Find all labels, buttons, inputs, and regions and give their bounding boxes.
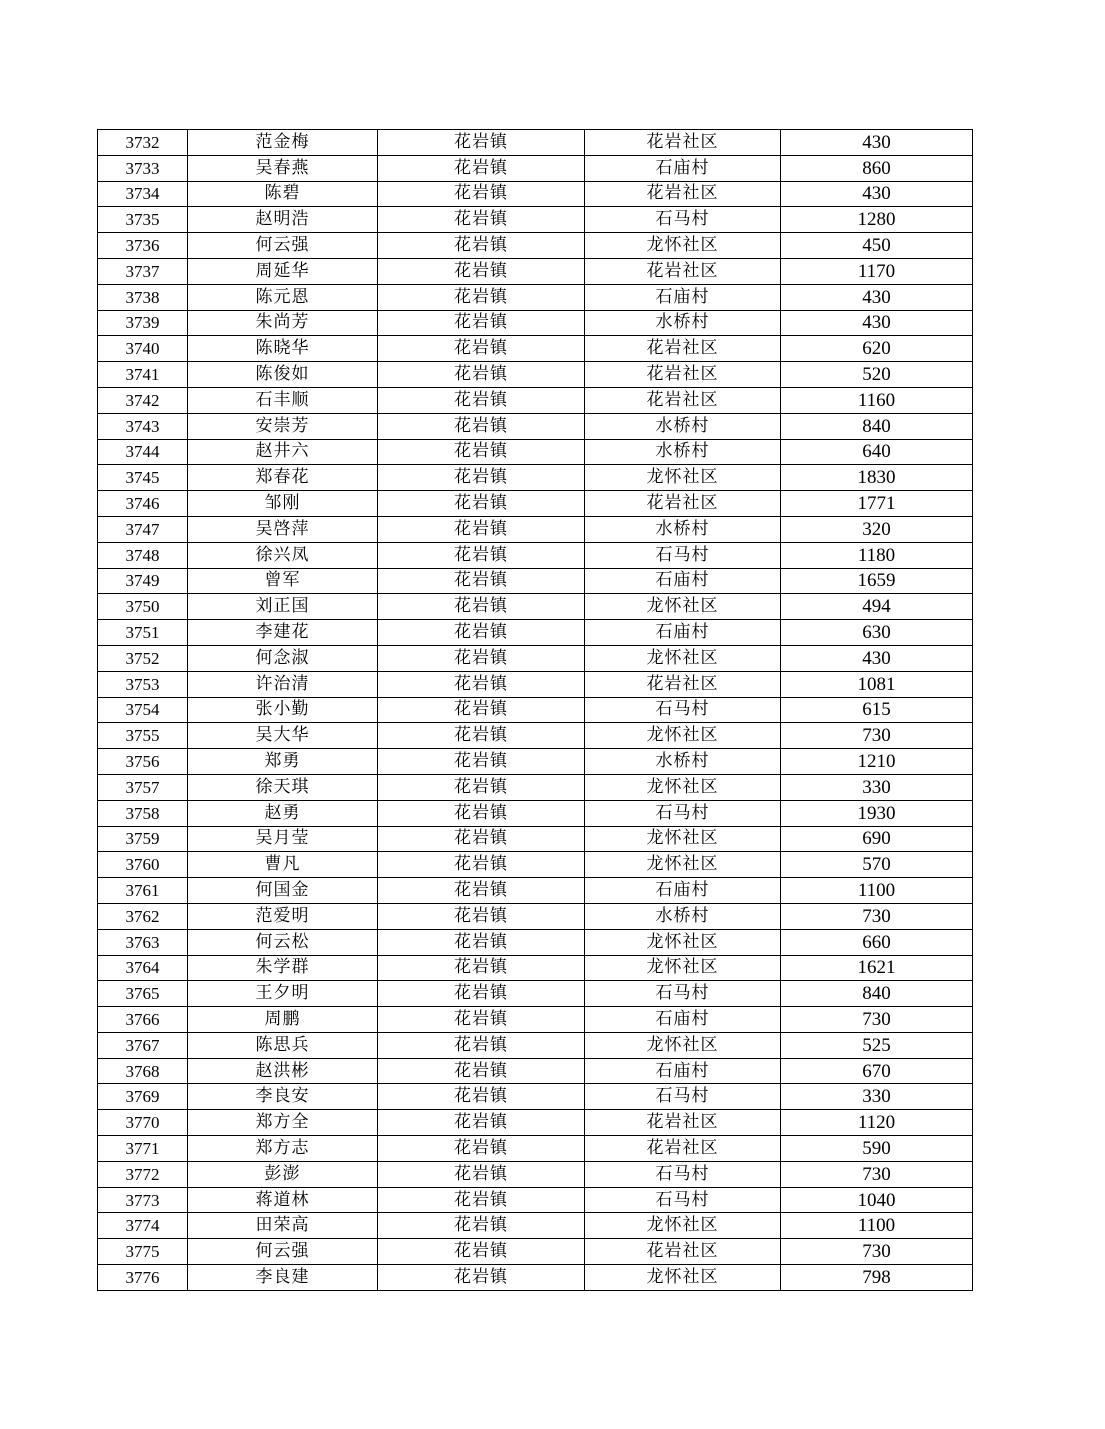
village-cell: 花岩社区 — [585, 258, 781, 284]
name-cell: 吴春燕 — [188, 155, 378, 181]
town-cell: 花岩镇 — [378, 620, 585, 646]
amount-cell: 1120 — [781, 1110, 973, 1136]
town-cell: 花岩镇 — [378, 826, 585, 852]
amount-cell: 494 — [781, 594, 973, 620]
amount-cell: 430 — [781, 181, 973, 207]
town-cell: 花岩镇 — [378, 491, 585, 517]
row-number-cell: 3741 — [98, 362, 188, 388]
town-cell: 花岩镇 — [378, 878, 585, 904]
amount-cell: 525 — [781, 1032, 973, 1058]
name-cell: 何云松 — [188, 929, 378, 955]
table-row — [98, 620, 973, 646]
table-row — [98, 233, 973, 259]
village-cell: 石庙村 — [585, 568, 781, 594]
row-number-cell: 3765 — [98, 981, 188, 1007]
town-cell: 花岩镇 — [378, 1136, 585, 1162]
table-row — [98, 284, 973, 310]
amount-cell: 640 — [781, 439, 973, 465]
amount-cell: 1100 — [781, 878, 973, 904]
village-cell: 花岩社区 — [585, 336, 781, 362]
row-number-cell: 3749 — [98, 568, 188, 594]
row-number-cell: 3759 — [98, 826, 188, 852]
name-cell: 何云强 — [188, 233, 378, 259]
row-number-cell: 3733 — [98, 155, 188, 181]
town-cell: 花岩镇 — [378, 336, 585, 362]
amount-cell: 615 — [781, 697, 973, 723]
row-number-cell: 3770 — [98, 1110, 188, 1136]
amount-cell: 1040 — [781, 1187, 973, 1213]
row-number-cell: 3745 — [98, 465, 188, 491]
amount-cell: 730 — [781, 1161, 973, 1187]
village-cell: 石庙村 — [585, 155, 781, 181]
row-number-cell: 3755 — [98, 723, 188, 749]
row-number-cell: 3732 — [98, 130, 188, 156]
row-number-cell: 3739 — [98, 310, 188, 336]
table-row — [98, 903, 973, 929]
village-cell: 水桥村 — [585, 310, 781, 336]
town-cell: 花岩镇 — [378, 852, 585, 878]
amount-cell: 1771 — [781, 491, 973, 517]
name-cell: 蒋道林 — [188, 1187, 378, 1213]
village-cell: 水桥村 — [585, 439, 781, 465]
town-cell: 花岩镇 — [378, 697, 585, 723]
name-cell: 田荣高 — [188, 1213, 378, 1239]
town-cell: 花岩镇 — [378, 800, 585, 826]
village-cell: 花岩社区 — [585, 671, 781, 697]
name-cell: 何云强 — [188, 1239, 378, 1265]
name-cell: 安崇芳 — [188, 413, 378, 439]
town-cell: 花岩镇 — [378, 542, 585, 568]
town-cell: 花岩镇 — [378, 207, 585, 233]
village-cell: 花岩社区 — [585, 181, 781, 207]
name-cell: 吴啓萍 — [188, 516, 378, 542]
amount-cell: 730 — [781, 723, 973, 749]
table-row — [98, 1058, 973, 1084]
village-cell: 花岩社区 — [585, 1136, 781, 1162]
town-cell: 花岩镇 — [378, 645, 585, 671]
town-cell: 花岩镇 — [378, 362, 585, 388]
amount-cell: 660 — [781, 929, 973, 955]
amount-cell: 430 — [781, 645, 973, 671]
row-number-cell: 3746 — [98, 491, 188, 517]
row-number-cell: 3737 — [98, 258, 188, 284]
table-row — [98, 1187, 973, 1213]
name-cell: 吴大华 — [188, 723, 378, 749]
town-cell: 花岩镇 — [378, 465, 585, 491]
name-cell: 徐兴凤 — [188, 542, 378, 568]
row-number-cell: 3764 — [98, 955, 188, 981]
name-cell: 李良建 — [188, 1265, 378, 1291]
village-cell: 石马村 — [585, 800, 781, 826]
name-cell: 赵洪彬 — [188, 1058, 378, 1084]
table-row — [98, 568, 973, 594]
name-cell: 赵井六 — [188, 439, 378, 465]
town-cell: 花岩镇 — [378, 516, 585, 542]
village-cell: 花岩社区 — [585, 362, 781, 388]
town-cell: 花岩镇 — [378, 1110, 585, 1136]
data-table — [97, 129, 973, 1291]
row-number-cell: 3767 — [98, 1032, 188, 1058]
town-cell: 花岩镇 — [378, 1032, 585, 1058]
town-cell: 花岩镇 — [378, 233, 585, 259]
village-cell: 花岩社区 — [585, 130, 781, 156]
amount-cell: 1100 — [781, 1213, 973, 1239]
row-number-cell: 3762 — [98, 903, 188, 929]
name-cell: 陈思兵 — [188, 1032, 378, 1058]
village-cell: 石马村 — [585, 981, 781, 1007]
amount-cell: 590 — [781, 1136, 973, 1162]
amount-cell: 1659 — [781, 568, 973, 594]
town-cell: 花岩镇 — [378, 1239, 585, 1265]
amount-cell: 840 — [781, 413, 973, 439]
row-number-cell: 3740 — [98, 336, 188, 362]
village-cell: 龙怀社区 — [585, 852, 781, 878]
amount-cell: 730 — [781, 903, 973, 929]
town-cell: 花岩镇 — [378, 439, 585, 465]
amount-cell: 1160 — [781, 387, 973, 413]
row-number-cell: 3772 — [98, 1161, 188, 1187]
row-number-cell: 3753 — [98, 671, 188, 697]
table-row — [98, 671, 973, 697]
town-cell: 花岩镇 — [378, 749, 585, 775]
row-number-cell: 3742 — [98, 387, 188, 413]
amount-cell: 330 — [781, 774, 973, 800]
row-number-cell: 3735 — [98, 207, 188, 233]
town-cell: 花岩镇 — [378, 903, 585, 929]
village-cell: 石庙村 — [585, 878, 781, 904]
table-row — [98, 800, 973, 826]
village-cell: 龙怀社区 — [585, 465, 781, 491]
name-cell: 曾军 — [188, 568, 378, 594]
amount-cell: 730 — [781, 1007, 973, 1033]
village-cell: 石庙村 — [585, 1058, 781, 1084]
village-cell: 花岩社区 — [585, 387, 781, 413]
table-row — [98, 310, 973, 336]
town-cell: 花岩镇 — [378, 723, 585, 749]
name-cell: 赵勇 — [188, 800, 378, 826]
table-row — [98, 774, 973, 800]
village-cell: 石庙村 — [585, 620, 781, 646]
table-row — [98, 1110, 973, 1136]
amount-cell: 1210 — [781, 749, 973, 775]
name-cell: 周鹏 — [188, 1007, 378, 1033]
amount-cell: 320 — [781, 516, 973, 542]
row-number-cell: 3766 — [98, 1007, 188, 1033]
village-cell: 石马村 — [585, 697, 781, 723]
village-cell: 水桥村 — [585, 413, 781, 439]
amount-cell: 1170 — [781, 258, 973, 284]
village-cell: 花岩社区 — [585, 1110, 781, 1136]
village-cell: 花岩社区 — [585, 1239, 781, 1265]
row-number-cell: 3773 — [98, 1187, 188, 1213]
village-cell: 龙怀社区 — [585, 723, 781, 749]
name-cell: 曹凡 — [188, 852, 378, 878]
amount-cell: 1621 — [781, 955, 973, 981]
town-cell: 花岩镇 — [378, 568, 585, 594]
table-row — [98, 465, 973, 491]
amount-cell: 450 — [781, 233, 973, 259]
name-cell: 吴月莹 — [188, 826, 378, 852]
row-number-cell: 3761 — [98, 878, 188, 904]
village-cell: 龙怀社区 — [585, 645, 781, 671]
table-row — [98, 929, 973, 955]
town-cell: 花岩镇 — [378, 310, 585, 336]
row-number-cell: 3768 — [98, 1058, 188, 1084]
town-cell: 花岩镇 — [378, 181, 585, 207]
table-row — [98, 130, 973, 156]
row-number-cell: 3775 — [98, 1239, 188, 1265]
amount-cell: 430 — [781, 310, 973, 336]
town-cell: 花岩镇 — [378, 671, 585, 697]
name-cell: 赵明浩 — [188, 207, 378, 233]
name-cell: 范爱明 — [188, 903, 378, 929]
village-cell: 石马村 — [585, 542, 781, 568]
amount-cell: 730 — [781, 1239, 973, 1265]
village-cell: 龙怀社区 — [585, 1032, 781, 1058]
table-row — [98, 1213, 973, 1239]
table-row — [98, 362, 973, 388]
amount-cell: 520 — [781, 362, 973, 388]
amount-cell: 690 — [781, 826, 973, 852]
row-number-cell: 3760 — [98, 852, 188, 878]
town-cell: 花岩镇 — [378, 1007, 585, 1033]
row-number-cell: 3771 — [98, 1136, 188, 1162]
row-number-cell: 3757 — [98, 774, 188, 800]
village-cell: 龙怀社区 — [585, 929, 781, 955]
name-cell: 徐天琪 — [188, 774, 378, 800]
table-row — [98, 207, 973, 233]
name-cell: 李建花 — [188, 620, 378, 646]
village-cell: 花岩社区 — [585, 491, 781, 517]
name-cell: 郑勇 — [188, 749, 378, 775]
row-number-cell: 3747 — [98, 516, 188, 542]
table-row — [98, 1084, 973, 1110]
row-number-cell: 3774 — [98, 1213, 188, 1239]
village-cell: 水桥村 — [585, 516, 781, 542]
table-row — [98, 387, 973, 413]
village-cell: 水桥村 — [585, 749, 781, 775]
town-cell: 花岩镇 — [378, 929, 585, 955]
table-row — [98, 981, 973, 1007]
name-cell: 陈元恩 — [188, 284, 378, 310]
row-number-cell: 3743 — [98, 413, 188, 439]
row-number-cell: 3738 — [98, 284, 188, 310]
table-row — [98, 491, 973, 517]
town-cell: 花岩镇 — [378, 1084, 585, 1110]
amount-cell: 330 — [781, 1084, 973, 1110]
town-cell: 花岩镇 — [378, 774, 585, 800]
village-cell: 石马村 — [585, 1084, 781, 1110]
village-cell: 石马村 — [585, 207, 781, 233]
table-row — [98, 955, 973, 981]
name-cell: 何国金 — [188, 878, 378, 904]
table-row — [98, 878, 973, 904]
table-row — [98, 645, 973, 671]
amount-cell: 1830 — [781, 465, 973, 491]
table-row — [98, 749, 973, 775]
table-row — [98, 594, 973, 620]
table-row — [98, 1007, 973, 1033]
row-number-cell: 3744 — [98, 439, 188, 465]
name-cell: 许治清 — [188, 671, 378, 697]
town-cell: 花岩镇 — [378, 258, 585, 284]
row-number-cell: 3748 — [98, 542, 188, 568]
amount-cell: 430 — [781, 130, 973, 156]
table-row — [98, 1239, 973, 1265]
village-cell: 石马村 — [585, 1161, 781, 1187]
village-cell: 石马村 — [585, 1187, 781, 1213]
name-cell: 李良安 — [188, 1084, 378, 1110]
amount-cell: 840 — [781, 981, 973, 1007]
town-cell: 花岩镇 — [378, 284, 585, 310]
village-cell: 龙怀社区 — [585, 233, 781, 259]
amount-cell: 798 — [781, 1265, 973, 1291]
name-cell: 王夕明 — [188, 981, 378, 1007]
name-cell: 石丰顺 — [188, 387, 378, 413]
town-cell: 花岩镇 — [378, 413, 585, 439]
table-row — [98, 439, 973, 465]
name-cell: 陈俊如 — [188, 362, 378, 388]
name-cell: 邹刚 — [188, 491, 378, 517]
name-cell: 朱学群 — [188, 955, 378, 981]
table-row — [98, 181, 973, 207]
row-number-cell: 3751 — [98, 620, 188, 646]
amount-cell: 630 — [781, 620, 973, 646]
table-row — [98, 1032, 973, 1058]
town-cell: 花岩镇 — [378, 981, 585, 1007]
village-cell: 石庙村 — [585, 284, 781, 310]
village-cell: 龙怀社区 — [585, 774, 781, 800]
table-row — [98, 852, 973, 878]
village-cell: 龙怀社区 — [585, 1213, 781, 1239]
amount-cell: 1280 — [781, 207, 973, 233]
row-number-cell: 3752 — [98, 645, 188, 671]
amount-cell: 570 — [781, 852, 973, 878]
table-row — [98, 826, 973, 852]
table-row — [98, 516, 973, 542]
amount-cell: 1180 — [781, 542, 973, 568]
name-cell: 陈碧 — [188, 181, 378, 207]
row-number-cell: 3750 — [98, 594, 188, 620]
town-cell: 花岩镇 — [378, 155, 585, 181]
row-number-cell: 3754 — [98, 697, 188, 723]
table-row — [98, 413, 973, 439]
table-row — [98, 697, 973, 723]
name-cell: 陈晓华 — [188, 336, 378, 362]
table-row — [98, 1265, 973, 1291]
row-number-cell: 3758 — [98, 800, 188, 826]
name-cell: 朱尚芳 — [188, 310, 378, 336]
row-number-cell: 3756 — [98, 749, 188, 775]
town-cell: 花岩镇 — [378, 130, 585, 156]
amount-cell: 1081 — [781, 671, 973, 697]
table-row — [98, 1161, 973, 1187]
name-cell: 张小勤 — [188, 697, 378, 723]
row-number-cell: 3763 — [98, 929, 188, 955]
table-row — [98, 258, 973, 284]
row-number-cell: 3734 — [98, 181, 188, 207]
village-cell: 龙怀社区 — [585, 594, 781, 620]
name-cell: 周延华 — [188, 258, 378, 284]
table-body — [98, 130, 973, 1291]
town-cell: 花岩镇 — [378, 955, 585, 981]
table-row — [98, 155, 973, 181]
table-row — [98, 1136, 973, 1162]
town-cell: 花岩镇 — [378, 1213, 585, 1239]
row-number-cell: 3736 — [98, 233, 188, 259]
town-cell: 花岩镇 — [378, 1265, 585, 1291]
name-cell: 郑春花 — [188, 465, 378, 491]
name-cell: 郑方志 — [188, 1136, 378, 1162]
name-cell: 范金梅 — [188, 130, 378, 156]
row-number-cell: 3776 — [98, 1265, 188, 1291]
name-cell: 刘正国 — [188, 594, 378, 620]
town-cell: 花岩镇 — [378, 387, 585, 413]
village-cell: 龙怀社区 — [585, 826, 781, 852]
table-row — [98, 542, 973, 568]
table-row — [98, 336, 973, 362]
village-cell: 龙怀社区 — [585, 1265, 781, 1291]
town-cell: 花岩镇 — [378, 1058, 585, 1084]
village-cell: 水桥村 — [585, 903, 781, 929]
row-number-cell: 3769 — [98, 1084, 188, 1110]
name-cell: 何念淑 — [188, 645, 378, 671]
amount-cell: 620 — [781, 336, 973, 362]
town-cell: 花岩镇 — [378, 594, 585, 620]
amount-cell: 860 — [781, 155, 973, 181]
amount-cell: 1930 — [781, 800, 973, 826]
table-row — [98, 723, 973, 749]
amount-cell: 670 — [781, 1058, 973, 1084]
amount-cell: 430 — [781, 284, 973, 310]
town-cell: 花岩镇 — [378, 1161, 585, 1187]
name-cell: 郑方全 — [188, 1110, 378, 1136]
village-cell: 龙怀社区 — [585, 955, 781, 981]
village-cell: 石庙村 — [585, 1007, 781, 1033]
name-cell: 彭澎 — [188, 1161, 378, 1187]
town-cell: 花岩镇 — [378, 1187, 585, 1213]
